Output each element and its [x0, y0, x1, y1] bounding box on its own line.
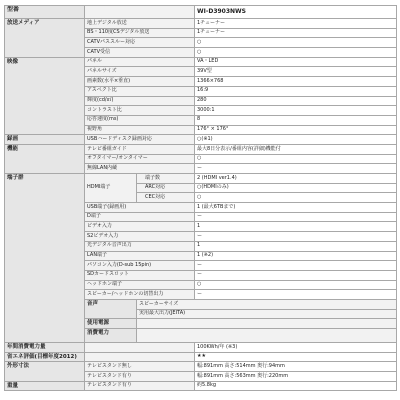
spec-value-cell: 8: [195, 115, 397, 125]
spec-label-cell: [137, 329, 397, 343]
spec-row: [5, 343, 397, 353]
spec-value-cell: ★★: [195, 352, 397, 362]
category-cell: 使用電源: [85, 319, 137, 329]
spec-label-cell: 応答速度(ms): [85, 115, 195, 125]
spec-sublabel-cell: 端子数: [137, 174, 195, 184]
spec-value-cell: 3000:1: [195, 106, 397, 116]
spec-label-cell: S2ビデオ入力: [85, 232, 195, 242]
spec-value-cell: 1: [195, 222, 397, 232]
spec-label-cell: スピーカーサイズ: [137, 299, 397, 309]
category-cell: 消費電力: [85, 329, 137, 343]
spec-value-cell: 1チューナー: [195, 19, 397, 29]
spec-label-cell: スピーカー/ヘッドホンの切替出力: [85, 290, 195, 300]
spec-value-cell: 176° × 176°: [195, 125, 397, 135]
spec-label-cell: SDカードスロット: [85, 270, 195, 280]
spec-table: [4, 5, 397, 391]
spec-label-cell: アスペクト比: [85, 86, 195, 96]
spec-label-cell: パネル: [85, 57, 195, 67]
spec-row: [5, 135, 397, 145]
spec-label-cell: [85, 6, 195, 19]
spec-sublabel-cell: CEC対応: [137, 193, 195, 203]
spec-label-cell: D端子: [85, 212, 195, 222]
spec-label-cell: USB端子(録画用): [85, 203, 195, 213]
spec-value-cell: 幅:891mm 高さ:563mm 奥行:220mm: [195, 372, 397, 382]
spec-value-cell: 1: [195, 241, 397, 251]
spec-value-cell: ー: [195, 164, 397, 174]
spec-row: [5, 174, 397, 184]
spec-value-cell: 39V型: [195, 67, 397, 77]
category-cell: 放送メディア: [5, 19, 85, 58]
spec-value-cell: WI-D3903NWS: [195, 6, 397, 19]
spec-label-cell: パネルサイズ: [85, 67, 195, 77]
spec-label-cell: 地上デジタル放送: [85, 19, 195, 29]
spec-value-cell: 1 (最大6TBまで): [195, 203, 397, 213]
spec-value-cell: 1 (※2): [195, 251, 397, 261]
spec-label-cell: オフタイマー/オンタイマー: [85, 154, 195, 164]
category-cell: 省エネ評価(目標年度2012): [5, 352, 85, 362]
spec-label-cell: CATV受信: [85, 48, 195, 58]
category-cell: 型番: [5, 6, 85, 19]
spec-row: [5, 57, 397, 67]
spec-label-cell: 画素数(水平×垂直): [85, 77, 195, 87]
category-cell: 重量: [5, 381, 85, 391]
spec-row: [5, 6, 397, 19]
category-cell: 映像: [5, 57, 85, 135]
spec-label-cell: 実用最大出力(JEITA): [137, 309, 397, 319]
spec-value-cell: ○(※1): [195, 135, 397, 145]
spec-row: [5, 19, 397, 29]
spec-value-cell: ○(HDMIのみ): [195, 183, 397, 193]
spec-value-cell: ー: [195, 232, 397, 242]
spec-row: [5, 144, 397, 154]
spec-value-cell: 約5.8kg: [195, 381, 397, 391]
spec-value-cell: ー: [195, 270, 397, 280]
spec-label-cell: HDMI端子: [85, 174, 137, 203]
spec-label-cell: [137, 319, 397, 329]
spec-label-cell: 無線LAN内蔵: [85, 164, 195, 174]
spec-value-cell: ー: [195, 261, 397, 271]
spec-label-cell: [85, 343, 195, 353]
spec-label-cell: コントラスト比: [85, 106, 195, 116]
spec-row: [5, 381, 397, 391]
spec-label-cell: パソコン入力(D-sub 15pin): [85, 261, 195, 271]
spec-value-cell: 100KWh/年 (※3): [195, 343, 397, 353]
spec-label-cell: ビデオ入力: [85, 222, 195, 232]
spec-value-cell: ○: [195, 280, 397, 290]
spec-value-cell: ○: [195, 193, 397, 203]
spec-label-cell: LAN端子: [85, 251, 195, 261]
spec-row: [5, 362, 397, 372]
category-cell: 録画: [5, 135, 85, 145]
category-cell: 機能: [5, 144, 85, 173]
spec-value-cell: 幅:891mm 高さ:514mm 奥行:94mm: [195, 362, 397, 372]
category-cell: 音声: [85, 299, 137, 318]
spec-label-cell: テレビスタンド有り: [85, 372, 195, 382]
spec-value-cell: ○: [195, 154, 397, 164]
spec-value-cell: 1366×768: [195, 77, 397, 87]
spec-row: [5, 352, 397, 362]
spec-label-cell: テレビスタンド無し: [85, 362, 195, 372]
spec-value-cell: 最大8日分表示/番組内容(詳細)機能付: [195, 144, 397, 154]
spec-label-cell: 輝度(cd/㎡): [85, 96, 195, 106]
spec-table-body: [5, 6, 397, 391]
spec-value-cell: 16:9: [195, 86, 397, 96]
spec-sublabel-cell: ARC対応: [137, 183, 195, 193]
spec-value-cell: ー: [195, 290, 397, 300]
spec-label-cell: ヘッドホン端子: [85, 280, 195, 290]
spec-value-cell: ー: [195, 212, 397, 222]
spec-value-cell: 1チューナー: [195, 28, 397, 38]
category-cell: 端子群: [5, 174, 85, 343]
spec-label-cell: [85, 352, 195, 362]
spec-value-cell: 2 (HDMI ver1.4): [195, 174, 397, 184]
spec-value-cell: 280: [195, 96, 397, 106]
spec-label-cell: 光デジタル音声出力: [85, 241, 195, 251]
spec-label-cell: テレビスタンド有り: [85, 381, 195, 391]
category-cell: 外形寸法: [5, 362, 85, 381]
category-cell: 年間消費電力量: [5, 343, 85, 353]
spec-value-cell: VA・LED: [195, 57, 397, 67]
spec-value-cell: ○: [195, 38, 397, 48]
spec-label-cell: USBハードディスク録画対応: [85, 135, 195, 145]
spec-label-cell: テレビ番組ガイド: [85, 144, 195, 154]
spec-value-cell: ○: [195, 48, 397, 58]
spec-label-cell: 視野角: [85, 125, 195, 135]
spec-label-cell: CATVパススルー対応: [85, 38, 195, 48]
spec-label-cell: BS・110度CSデジタル放送: [85, 28, 195, 38]
